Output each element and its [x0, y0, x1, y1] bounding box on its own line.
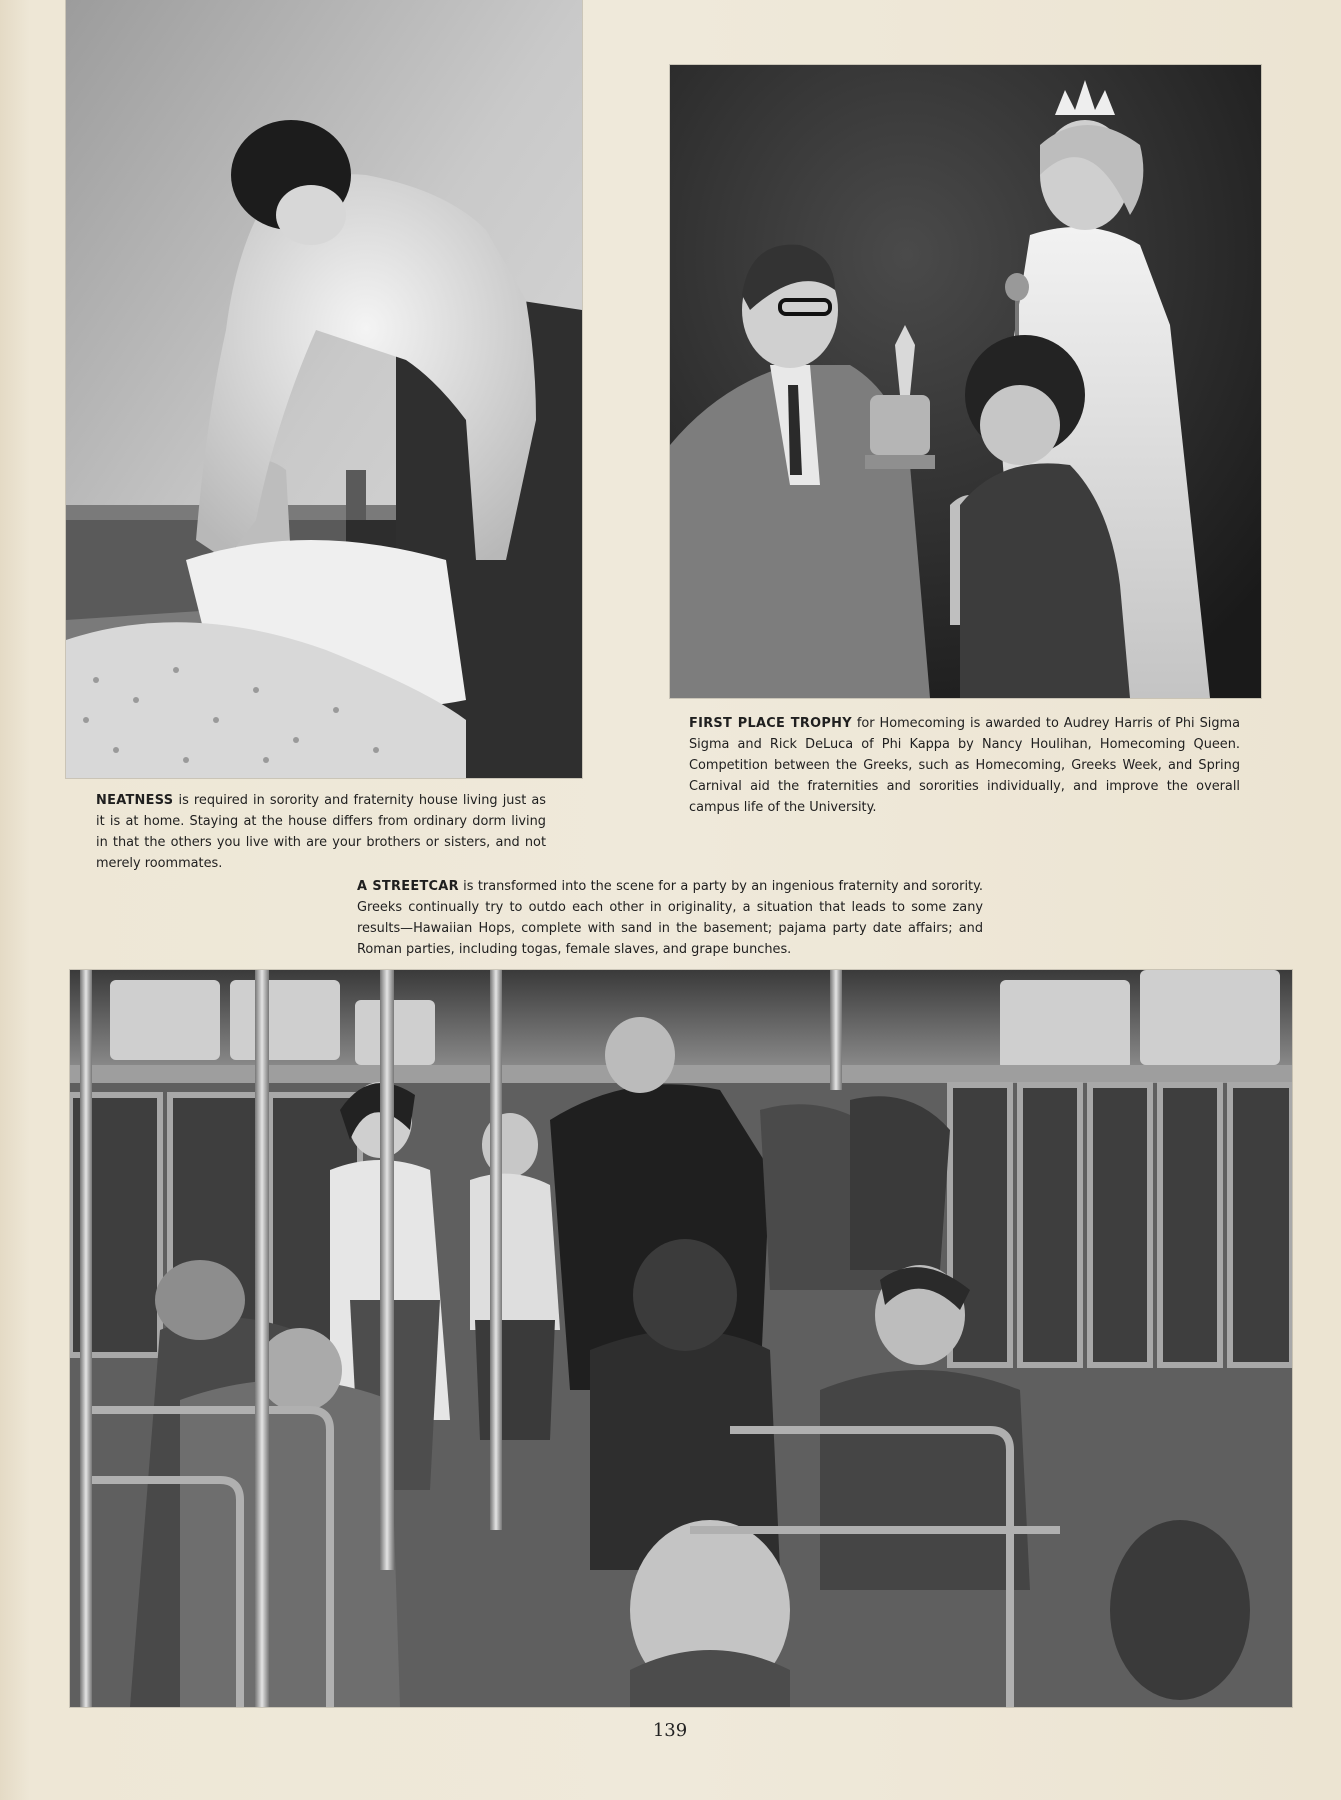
streetcar-photo-image — [70, 970, 1292, 1707]
neatness-photo-image — [66, 0, 582, 778]
neatness-caption-text: is required in sorority and fraternity house living just as it is at home. Staying at the house differs from ordinary dorm living in that the others you live with are your brothers or sisters, and not merely roommates. — [96, 793, 546, 871]
streetcar-photo — [70, 970, 1292, 1707]
neatness-caption — [96, 790, 546, 874]
trophy-photo — [670, 65, 1261, 698]
trophy-photo-image — [670, 65, 1261, 698]
neatness-photo — [66, 0, 582, 778]
page-number: 139 — [652, 1720, 688, 1741]
neatness-caption-lead: NEATNESS — [96, 793, 174, 808]
trophy-caption — [689, 713, 1240, 818]
streetcar-caption — [357, 876, 983, 960]
streetcar-caption-text: is transformed into the scene for a party by an ingenious fraternity and sorority. Greeks continually try to outdo each other in originality, a situation that leads to some zany results—Hawaiian Hops, complete with sand in the basement; pajama party date affairs; and Roman parties, including togas, female slaves, and grape bunches. — [357, 879, 983, 957]
trophy-caption-text: for Homecoming is awarded to Audrey Harris of Phi Sigma Sigma and Rick DeLuca of Phi Kappa by Nancy Houlihan, Homecoming Queen. Competition between the Greeks, such as Homecoming, Greeks Week, and Spring Carnival aid the fraternities and sororities individually, and improve the overall campus life of the University. — [689, 716, 1240, 815]
trophy-caption-lead: FIRST PLACE TROPHY — [689, 716, 852, 731]
streetcar-caption-lead: A STREETCAR — [357, 879, 459, 894]
